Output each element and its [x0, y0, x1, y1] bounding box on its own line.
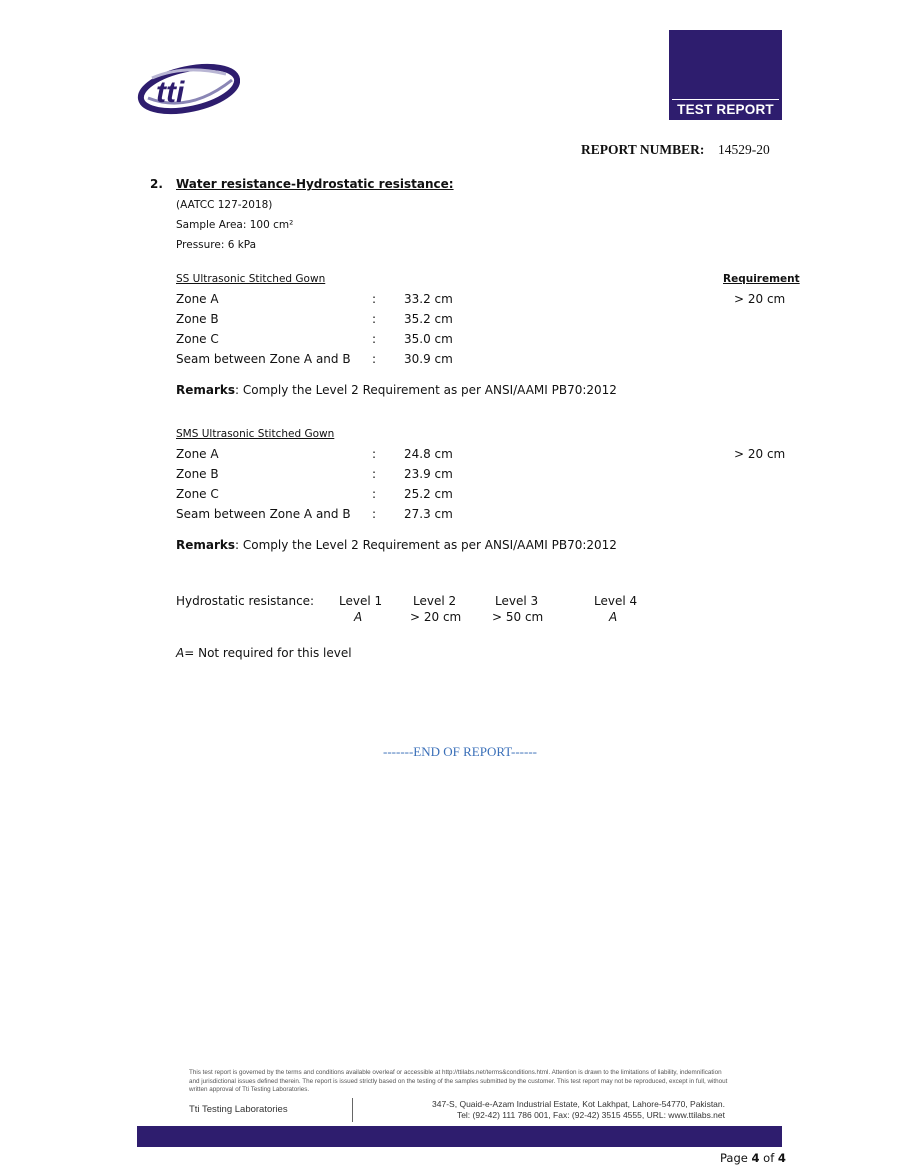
footer-contact: Tel: (92-42) 111 786 001, Fax: (92-42) 3515 4555, URL: www.ttilabs.net: [456, 1110, 725, 1120]
sample-area: Sample Area: 100 cm²: [176, 219, 294, 231]
row-separator: :: [372, 332, 377, 346]
row-value: 27.3 cm: [404, 507, 453, 521]
row-separator: :: [372, 312, 377, 326]
footer-lab-name: Tti Testing Laboratories: [189, 1104, 288, 1115]
badge-divider: [672, 99, 779, 100]
row-label: Seam between Zone A and B: [176, 507, 351, 521]
remarks-label: Remarks: [176, 383, 236, 397]
report-number-label: REPORT NUMBER:: [581, 142, 705, 157]
row-value: 23.9 cm: [404, 467, 453, 481]
svg-text:tti: tti: [156, 76, 185, 109]
footer-address-block: [410, 1099, 725, 1121]
row-value: 35.2 cm: [404, 312, 453, 326]
remarks-label: Remarks: [176, 538, 236, 552]
row-separator: :: [372, 352, 377, 366]
row-separator: :: [372, 292, 377, 306]
group-title-sms: SMS Ultrasonic Stitched Gown: [176, 428, 335, 440]
group-title-ss: SS Ultrasonic Stitched Gown: [176, 273, 326, 285]
row-label: Zone B: [176, 312, 219, 326]
level-note-text: = Not required for this level: [184, 646, 352, 660]
row-label: Zone C: [176, 487, 219, 501]
badge-label: TEST REPORT: [677, 102, 774, 117]
page-total: 4: [777, 1151, 786, 1165]
row-separator: :: [372, 507, 377, 521]
row-separator: :: [372, 467, 377, 481]
row-value: 30.9 cm: [404, 352, 453, 366]
row-value: 33.2 cm: [404, 292, 453, 306]
row-label: Zone B: [176, 467, 219, 481]
end-of-report: -------END OF REPORT------: [383, 744, 537, 759]
level-value: > 20 cm: [410, 610, 462, 624]
row-value: 24.8 cm: [404, 447, 453, 461]
page-prefix: Page: [720, 1151, 748, 1165]
row-label: Zone A: [176, 292, 219, 306]
row-separator: :: [372, 447, 377, 461]
level-name: Level 1: [339, 594, 383, 608]
row-label: Zone A: [176, 447, 219, 461]
row-value: 35.0 cm: [404, 332, 453, 346]
requirement-value: > 20 cm: [734, 292, 786, 306]
row-value: 25.2 cm: [404, 487, 453, 501]
footer-divider: [352, 1098, 353, 1122]
section-title: Water resistance-Hydrostatic resistance:: [176, 177, 454, 191]
remarks: [176, 383, 617, 397]
level-note-symbol: A: [176, 646, 185, 660]
row-separator: :: [372, 487, 377, 501]
requirement-value: > 20 cm: [734, 447, 786, 461]
remarks-text: : Comply the Level 2 Requirement as per ANSI/AAMI PB70:2012: [235, 538, 617, 552]
page-of: of: [763, 1151, 775, 1165]
level-name: Level 4: [594, 594, 638, 608]
level-name: Level 3: [495, 594, 539, 608]
footer-disclaimer: This test report is governed by the terms and conditions available overleaf or accessible at http://ttilabs.net/terms&conditions.html. Attention is drawn to the limitations of liability, indemnification and jurisdictional issues defined therein. The report is issued strictly based on the testing of the samples submitted by the customer. This test report may not be reproduced, except in full, without written approval of Tti Testing Laboratories.: [189, 1069, 728, 1093]
page-current: 4: [751, 1151, 760, 1165]
row-label: Seam between Zone A and B: [176, 352, 351, 366]
level-value: A: [609, 610, 618, 624]
requirement-header: Requirement: [723, 273, 800, 285]
level-value: A: [354, 610, 363, 624]
pressure: Pressure: 6 kPa: [176, 239, 257, 251]
footer-address: 347-S, Quaid-e-Azam Industrial Estate, Kot Lakhpat, Lahore-54770, Pakistan.: [432, 1099, 725, 1109]
report-number-value: 14529-20: [718, 142, 770, 157]
footer-bar: [137, 1126, 782, 1147]
row-label: Zone C: [176, 332, 219, 346]
level-name: Level 2: [413, 594, 457, 608]
level-value: > 50 cm: [492, 610, 544, 624]
tti-logo: [134, 62, 240, 120]
levels-label: Hydrostatic resistance:: [176, 594, 315, 608]
test-report-badge: [669, 30, 782, 120]
remarks-text: : Comply the Level 2 Requirement as per ANSI/AAMI PB70:2012: [235, 383, 617, 397]
section-number: 2.: [150, 177, 163, 191]
page-indicator: [720, 1151, 786, 1165]
test-standard: (AATCC 127-2018): [176, 199, 273, 211]
remarks: [176, 538, 617, 552]
level-note: [176, 646, 352, 660]
